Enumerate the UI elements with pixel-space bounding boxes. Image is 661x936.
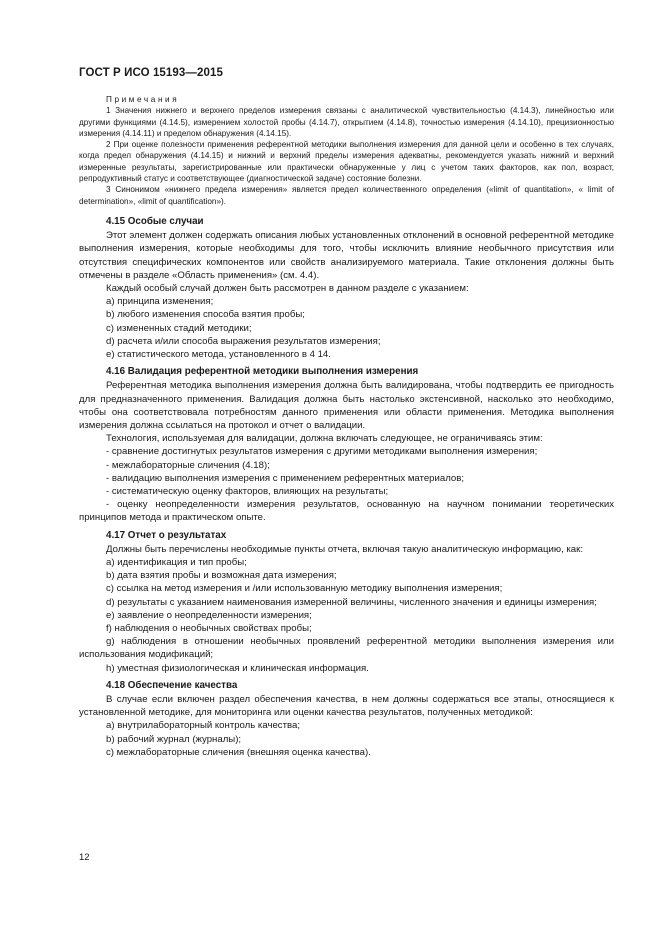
paragraph: Этот элемент должен содержать описания любых установленных отклонений в основной референтной методике выполнения измерения, которые необходимы для того, чтобы исключить влияние необычного присутствия или отсутствия специфических компонентов или свойств анализируемого материала. Такие отклонения должны быть отмечены в разделе «Область применения» (см. 4.4). xyxy=(79,230,614,281)
list-item: c) ссылка на метод измерения и /или использованную методику выполнения измерения; xyxy=(106,583,503,595)
note-1: 1 Значения нижнего и верхнего пределов измерения связаны с аналитической чувствительностью (4.14.3), линейностью или другими функциями (4.14.5), измерением холостой пробы (4.14.7), открытием (4.14.8), точностью измерения (4.14.10), прецизионностью измерения (4.14.11) и пределом обнаружения (4.14.15). xyxy=(79,106,614,138)
list-item: d) результаты с указанием наименования измеренной величины, численного значения и единицы измерения; xyxy=(106,596,597,608)
list-item: a) идентификация и тип пробы; xyxy=(106,557,247,569)
list-item: b) дата взятия пробы и возможная дата измерения; xyxy=(106,570,337,582)
notes-block xyxy=(79,94,614,207)
list-item: e) статистического метода, установленного в 4 14. xyxy=(106,349,331,360)
section-heading: 4.16 Валидация референтной методики выполнения измерения xyxy=(106,366,419,378)
list-item: d) расчета и/или способа выражения результатов измерения; xyxy=(106,335,381,347)
list-item: - систематическую оценку факторов, влияющих на результаты; xyxy=(106,486,389,498)
list-item: b) любого изменения способа взятия пробы; xyxy=(106,309,305,321)
section-heading: 4.15 Особые случаи xyxy=(106,215,204,227)
paragraph: Каждый особый случай должен быть рассмотрен в данном разделе с указанием: xyxy=(106,282,469,294)
section-heading: 4.17 Отчет о результатах xyxy=(106,529,227,541)
page-content xyxy=(79,94,614,759)
list-item: b) рабочий журнал (журналы); xyxy=(106,733,242,745)
list-item: f) наблюдения о необычных свойствах пробы; xyxy=(106,623,312,635)
list-item: c) межлабораторные сличения (внешняя оценка качества). xyxy=(106,746,371,758)
list-item: h) уместная физиологическая и клиническая информация. xyxy=(106,662,369,674)
list-item: - валидацию выполнения измерения с применением референтных материалов; xyxy=(106,472,464,484)
section-4-17 xyxy=(79,529,614,675)
section-4-15 xyxy=(79,215,614,361)
page-number: 12 xyxy=(79,852,90,863)
list-item: - оценку неопределенности измерения результатов, основанную на научном понимании теоретических принципов метода и практическом опыте. xyxy=(79,499,614,524)
list-item: g) наблюдения в отношении необычных проявлений референтной методики выполнения измерения или использования модификаций; xyxy=(79,636,614,661)
paragraph: В случае если включен раздел обеспечения качества, в нем должны содержаться все этапы, относящиеся к установленной методике, для мониторинга или оценки качества результатов, полученных методикой: xyxy=(79,694,614,719)
list-item: - межлабораторные сличения (4.18); xyxy=(106,459,270,471)
section-4-16 xyxy=(79,365,614,524)
list-item: c) измененных стадий методики; xyxy=(106,322,252,334)
list-item: e) заявление о неопределенности измерения; xyxy=(106,609,312,621)
paragraph: Референтная методика выполнения измерения должна быть валидирована, чтобы подтвердить ее пригодность для предназначенного применения. Валидация должна быть настолько экстенсивной, насколько это необходимо, чтобы она соответствовала потребностям данного применения или области применения. Методика выполнения измерения должна ссылаться на протокол и отчет о валидации. xyxy=(79,380,614,432)
document-header: ГОСТ Р ИСО 15193—2015 xyxy=(79,67,224,79)
section-heading: 4.18 Обеспечение качества xyxy=(106,679,238,691)
notes-title: Примечания xyxy=(106,95,180,104)
note-3: 3 Синонимом «нижнего предела измерения» является предел количественного определения («limit of quantitation», « limit of determination», «limit of quantification»). xyxy=(79,185,614,206)
paragraph: Технология, используемая для валидации, должна включать следующее, не ограничиваясь этим: xyxy=(106,433,543,445)
paragraph: Должны быть перечислены необходимые пункты отчета, включая такую аналитическую информацию, как: xyxy=(106,543,584,555)
note-2: 2 При оценке полезности применения референтной методики выполнения измерения для данной цели и особенно в тех случаях, когда предел обнаружения (4.14.15) и нижний и верхний пределы измерения адекватны, рекомендуется указать нижний и верхний измеренные результаты, зарегистрированные или практически обнаруженные у лиц с учетом таких факторов, как пол, возраст, репродуктивный статус и соответствующее (диагностической задаче) состояние болезни. xyxy=(79,140,614,184)
list-item: a) внутрилабораторный контроль качества; xyxy=(106,720,300,732)
list-item: - сравнение достигнутых результатов измерения с другими методиками выполнения измерения; xyxy=(106,446,538,458)
list-item: a) принципа изменения; xyxy=(106,296,214,308)
section-4-18 xyxy=(79,679,614,759)
